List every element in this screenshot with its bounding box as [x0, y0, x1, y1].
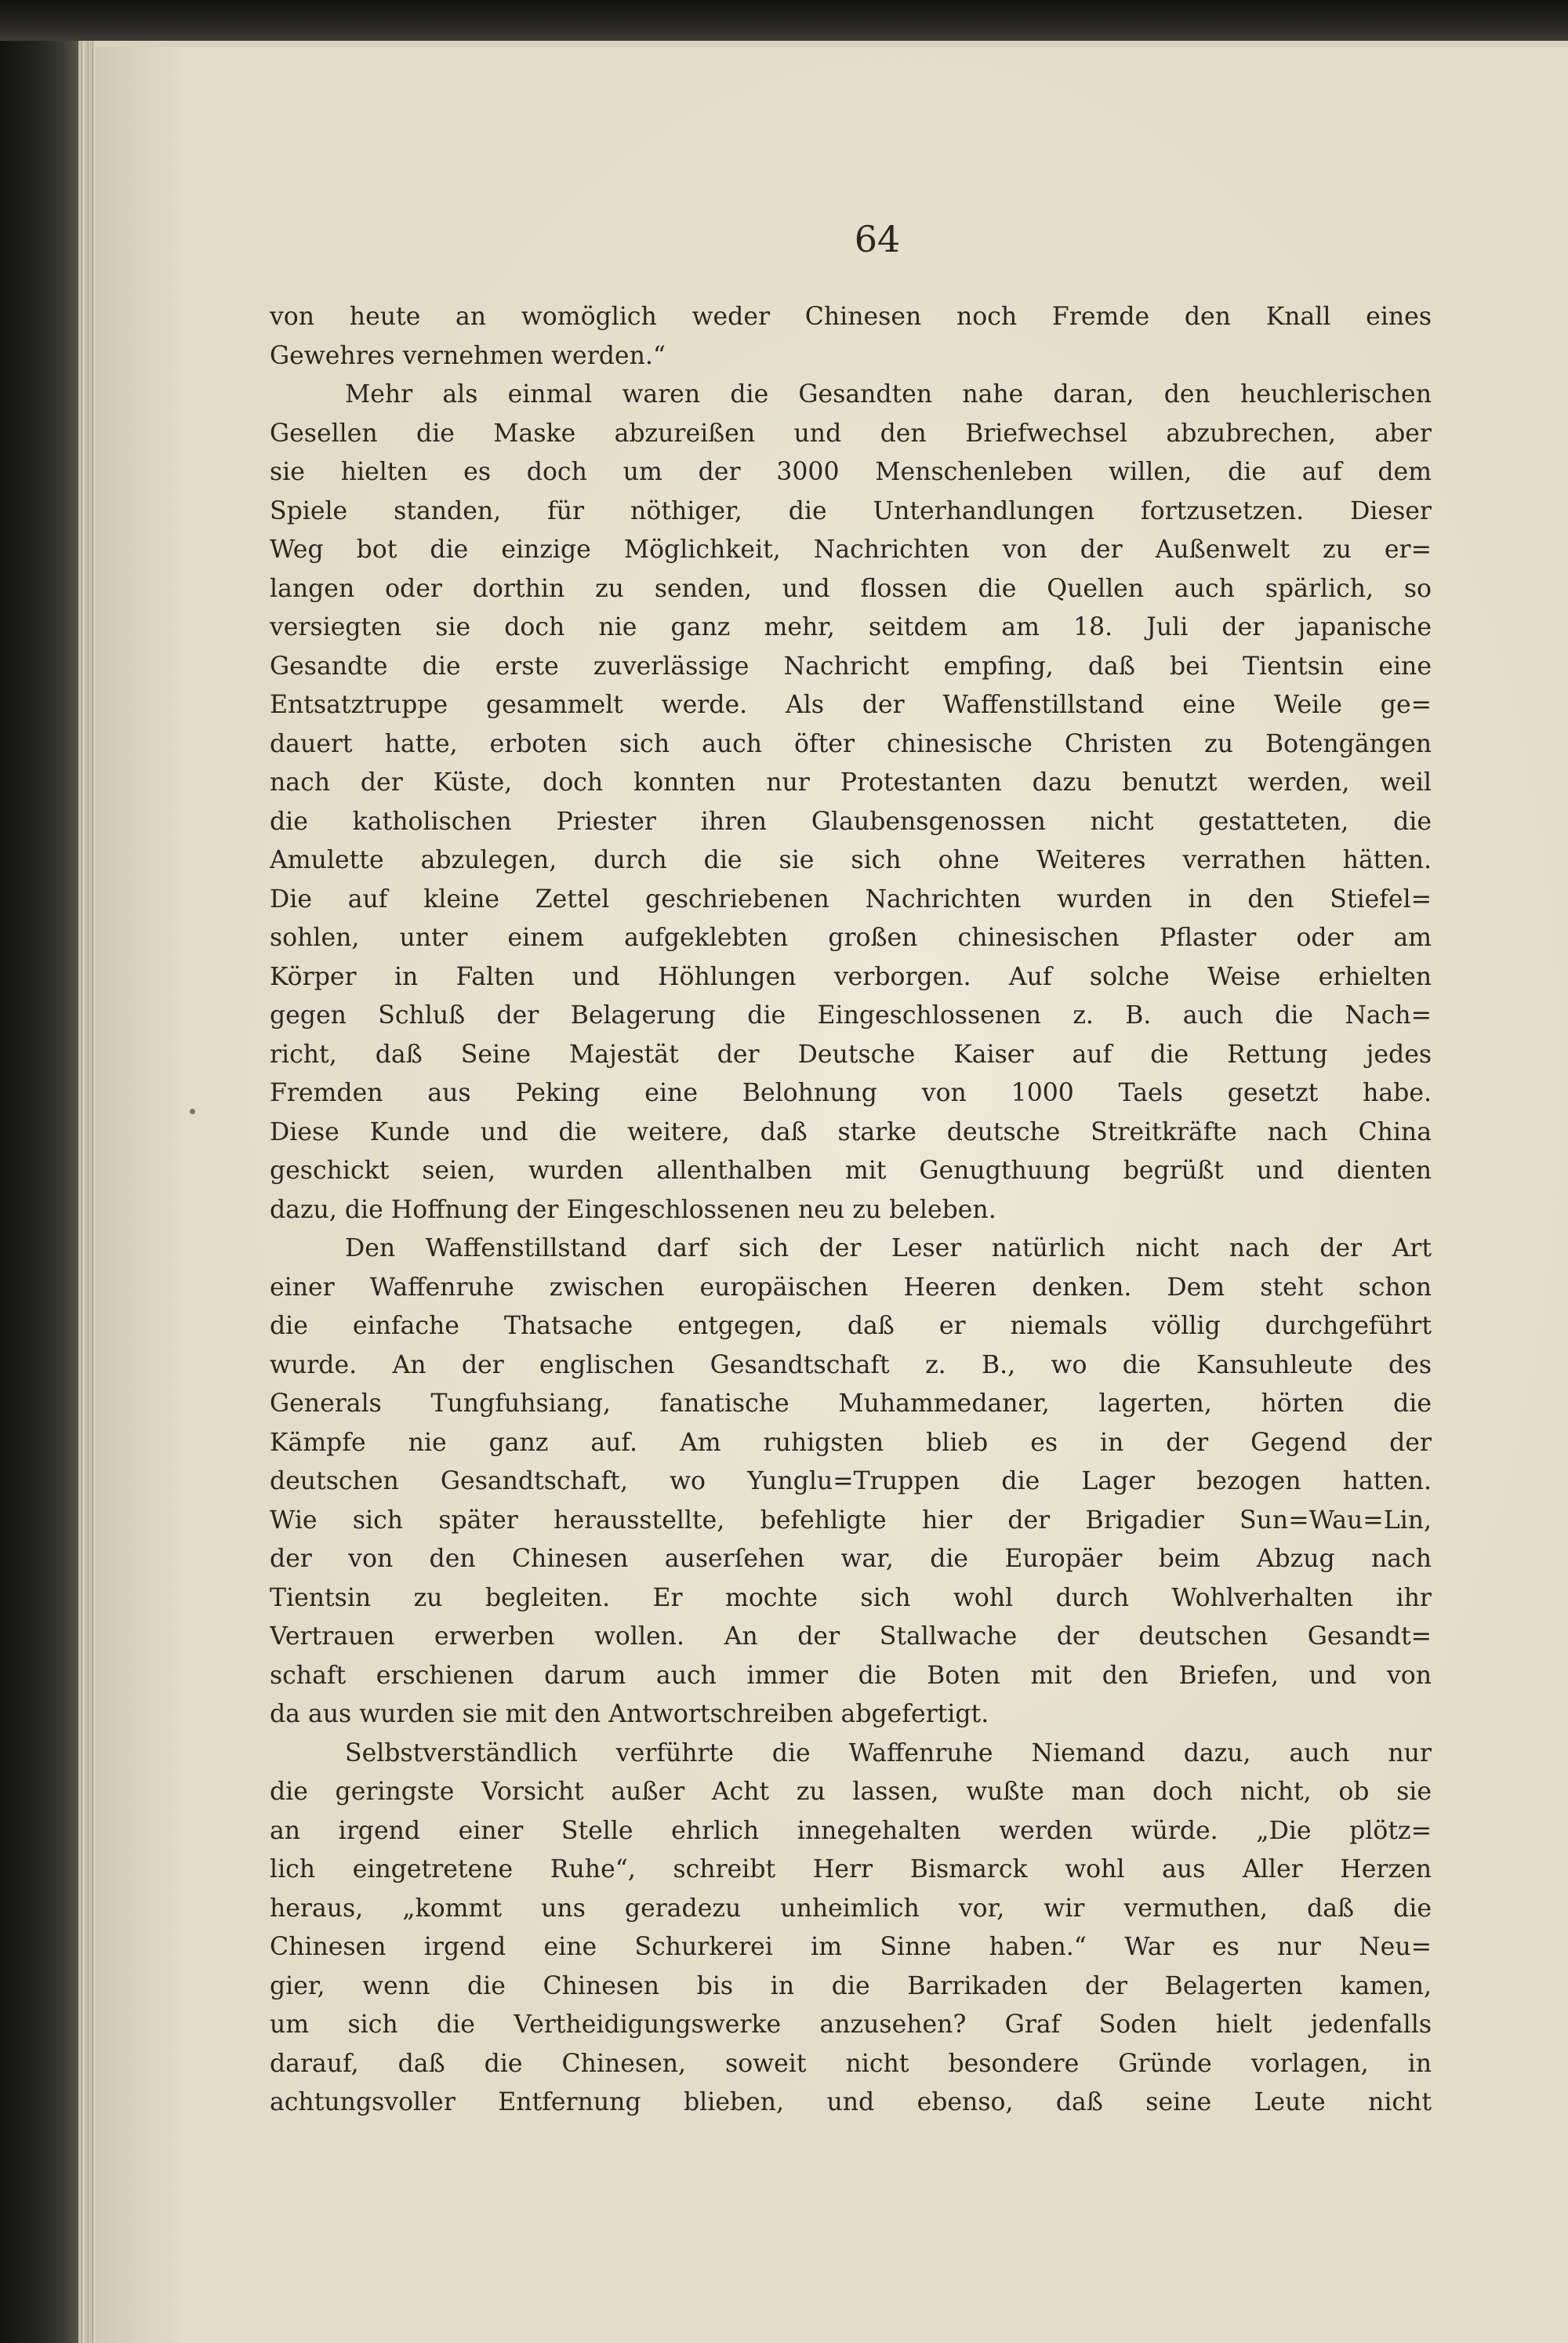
- text-line: langen oder dorthin zu senden, und flossen die Quellen auch spärlich, so: [270, 574, 1432, 603]
- text-line: schaft erschienen darum auch immer die Boten mit den Briefen, und von: [270, 1661, 1432, 1690]
- text-line: nach der Küste, doch konnten nur Protestanten dazu benutzt werden, weil: [270, 768, 1432, 797]
- text-line: Mehr als einmal waren die Gesandten nahe daran, den heuchlerischen: [345, 380, 1432, 409]
- text-line: richt, daß Seine Majestät der Deutsche Kaiser auf die Rettung jedes: [270, 1040, 1432, 1069]
- text-line: Wie sich später herausstellte, befehligte hier der Brigadier Sun=Wau=Lin,: [270, 1506, 1432, 1535]
- book-top-edge: [0, 0, 1568, 41]
- text-line: wurde. An der englischen Gesandtschaft z. B., wo die Kansuhleute des: [270, 1350, 1432, 1379]
- text-line: Körper in Falten und Höhlungen verborgen. Auf solche Weise erhielten: [270, 962, 1432, 991]
- text-line: Kämpfe nie ganz auf. Am ruhigsten blieb es in der Gegend der: [270, 1428, 1432, 1457]
- text-line: an irgend einer Stelle ehrlich innegehalten werden würde. „Die plötz=: [270, 1816, 1432, 1845]
- text-line: der von den Chinesen auserſehen war, die Europäer beim Abzug nach: [270, 1545, 1432, 1573]
- text-line: heraus, „kommt uns geradezu unheimlich vor, wir vermuthen, daß die: [270, 1894, 1432, 1923]
- page-leaf-edge: [89, 41, 93, 2343]
- text-line: Chinesen irgend eine Schurkerei im Sinne haben.“ War es nur Neu=: [270, 1933, 1432, 1961]
- text-line: gegen Schluß der Belagerung die Eingeschlossenen z. B. auch die Nach=: [270, 1001, 1432, 1030]
- text-line: Gesellen die Maske abzureißen und den Briefwechsel abzubrechen, aber: [270, 419, 1432, 448]
- text-line: die geringste Vorsicht außer Acht zu lassen, wußte man doch nicht, ob sie: [270, 1778, 1432, 1806]
- text-line: Amulette abzulegen, durch die sie sich ohne Weiteres verrathen hätten.: [270, 846, 1432, 874]
- text-line: Tientsin zu begleiten. Er mochte sich wohl durch Wohlverhalten ihr: [270, 1583, 1432, 1612]
- text-line: lich eingetretene Ruhe“, schreibt Herr Bismarck wohl aus Aller Herzen: [270, 1855, 1432, 1883]
- page-leaf-edge: [78, 41, 82, 2343]
- text-line: dazu, die Hoffnung der Eingeschlossenen neu zu beleben.: [270, 1195, 996, 1224]
- page-number: 64: [854, 218, 901, 260]
- text-line: Fremden aus Peking eine Belohnung von 1000 Taels gesetzt habe.: [270, 1079, 1432, 1107]
- text-line: deutschen Gesandtschaft, wo Yunglu=Truppen die Lager bezogen hatten.: [270, 1467, 1432, 1495]
- body-text: [270, 298, 1432, 2123]
- text-line: Weg bot die einzige Möglichkeit, Nachrichten von der Außenwelt zu er=: [270, 536, 1432, 564]
- margin-dot: [190, 1109, 195, 1114]
- text-line: Den Waffenstillstand darf sich der Leser natürlich nicht nach der Art: [345, 1234, 1432, 1262]
- text-line: die einfache Thatsache entgegen, daß er niemals völlig durchgeführt: [270, 1312, 1432, 1340]
- text-line: um sich die Vertheidigungswerke anzusehen? Graf Soden hielt jedenfalls: [270, 2011, 1432, 2039]
- text-line: Gewehres vernehmen werden.“: [270, 341, 666, 370]
- text-line: gier, wenn die Chinesen bis in die Barrikaden der Belagerten kamen,: [270, 1971, 1432, 2000]
- text-line: Generals Tungfuhsiang, fanatische Muhammedaner, lagerten, hörten die: [270, 1389, 1432, 1418]
- text-line: dauert hatte, erboten sich auch öfter chinesische Christen zu Botengängen: [270, 729, 1432, 758]
- text-line: Diese Kunde und die weitere, daß starke deutsche Streitkräfte nach China: [270, 1117, 1432, 1146]
- text-line: die katholischen Priester ihren Glaubensgenossen nicht gestatteten, die: [270, 807, 1432, 836]
- text-line: achtungsvoller Entfernung blieben, und ebenso, daß seine Leute nicht: [270, 2088, 1432, 2116]
- text-line: Selbstverständlich verführte die Waffenruhe Niemand dazu, auch nur: [345, 1738, 1432, 1767]
- text-line: Gesandte die erste zuverlässige Nachricht empfing, daß bei Tientsin eine: [270, 652, 1432, 681]
- page-leaf-edge: [85, 41, 89, 2343]
- text-line: da aus wurden sie mit den Antwortschreiben abgefertigt.: [270, 1700, 989, 1728]
- text-line: sie hielten es doch um der 3000 Menschenleben willen, die auf dem: [270, 458, 1432, 486]
- text-line: versiegten sie doch nie ganz mehr, seitdem am 18. Juli der japanische: [270, 613, 1432, 641]
- text-line: geschickt seien, wurden allenthalben mit Genugthuung begrüßt und dienten: [270, 1157, 1432, 1185]
- text-line: sohlen, unter einem aufgeklebten großen chinesischen Pflaster oder am: [270, 924, 1432, 952]
- text-line: darauf, daß die Chinesen, soweit nicht besondere Gründe vorlagen, in: [270, 2049, 1432, 2078]
- text-line: von heute an womöglich weder Chinesen noch Fremde den Knall eines: [270, 303, 1432, 331]
- text-line: Die auf kleine Zettel geschriebenen Nachrichten wurden in den Stiefel=: [270, 885, 1432, 914]
- text-line: einer Waffenruhe zwischen europäischen Heeren denken. Dem steht schon: [270, 1273, 1432, 1302]
- text-line: Spiele standen, für nöthiger, die Unterhandlungen fortzusetzen. Dieser: [270, 496, 1432, 525]
- text-line: Vertrauen erwerben wollen. An der Stallwache der deutschen Gesandt=: [270, 1622, 1432, 1651]
- book-binding-edge: [0, 0, 78, 2343]
- text-line: Entsatztruppe gesammelt werde. Als der Waffenstillstand eine Weile ge=: [270, 691, 1432, 719]
